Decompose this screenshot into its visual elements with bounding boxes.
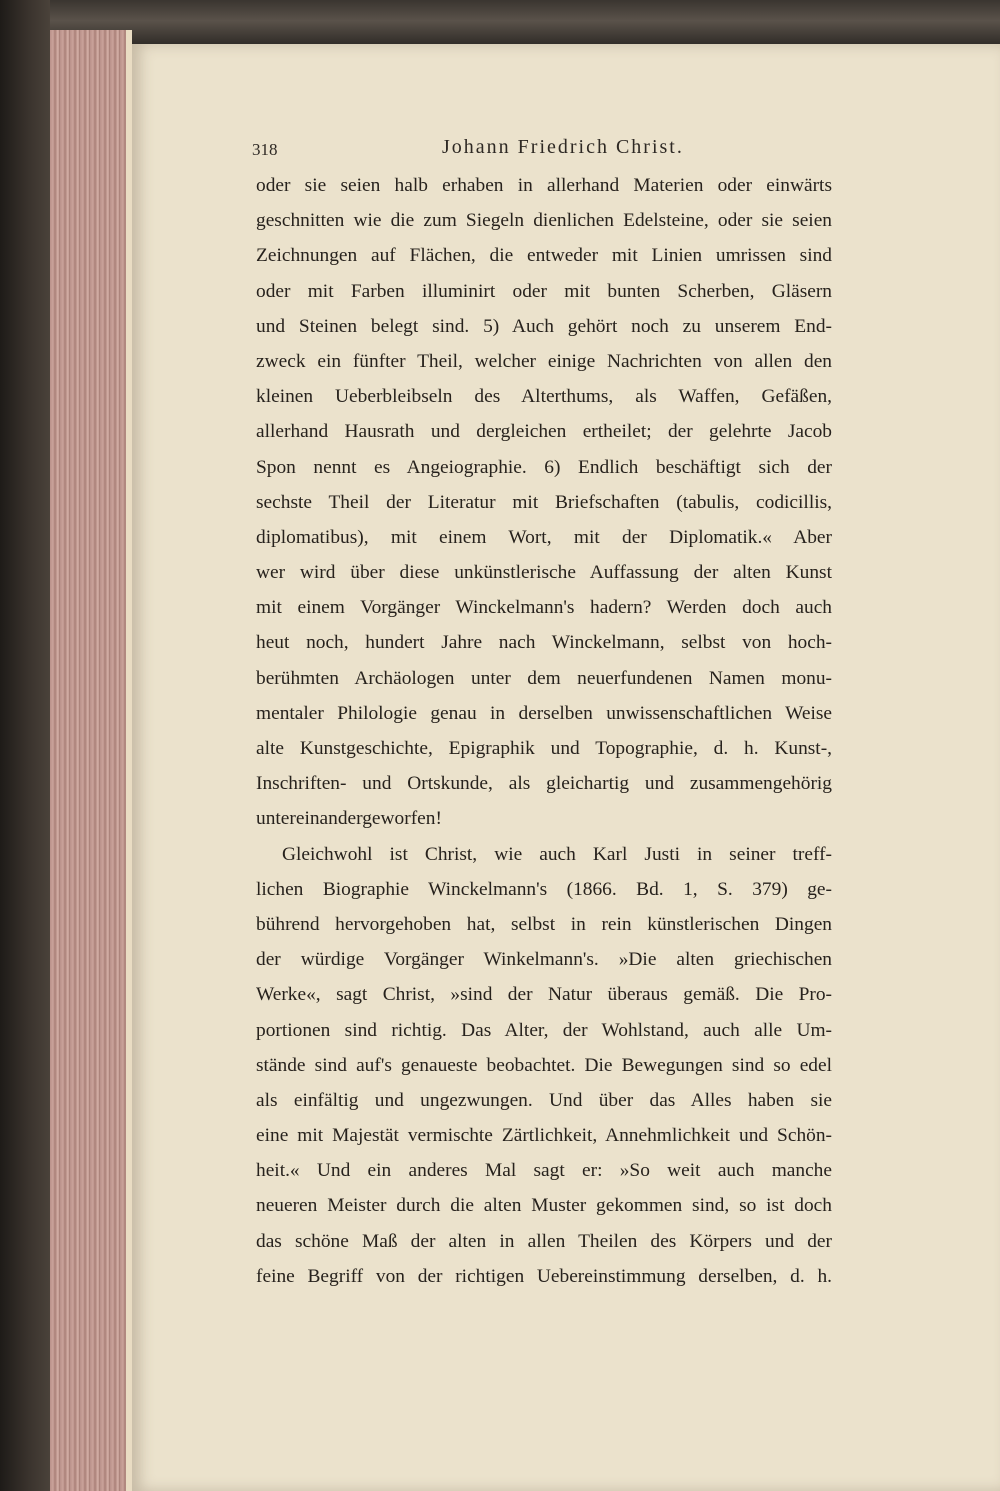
text-line: wer wird über diese unkünstlerische Auffassung der alten Kunst bbox=[256, 562, 832, 584]
page-number: 318 bbox=[252, 140, 278, 159]
text-line: und Steinen belegt sind. 5) Auch gehört noch zu unserem End- bbox=[256, 315, 832, 337]
text-line: eine mit Majestät vermischte Zärtlichkeit, Annehmlichkeit und Schön- bbox=[256, 1125, 832, 1147]
text-line: heit.« Und ein anderes Mal sagt er: »So weit auch manche bbox=[256, 1160, 832, 1182]
text-line: sechste Theil der Literatur mit Briefschaften (tabulis, codicillis, bbox=[256, 491, 832, 513]
text-line: der würdige Vorgänger Winkelmann's. »Die alten griechischen bbox=[256, 949, 832, 971]
text-line: alte Kunstgeschichte, Epigraphik und Topographie, d. h. Kunst-, bbox=[256, 738, 832, 759]
page-header bbox=[252, 136, 872, 166]
text-line: Werke«, sagt Christ, »sind der Natur überaus gemäß. Die Pro- bbox=[256, 984, 832, 1006]
page-edges bbox=[50, 30, 132, 1491]
text-line: geschnitten wie die zum Siegeln dienlichen Edelsteine, oder sie seien bbox=[256, 210, 832, 232]
text-line: portionen sind richtig. Das Alter, der Wohlstand, auch alle Um- bbox=[256, 1019, 832, 1041]
text-line: Zeichnungen auf Flächen, die entweder mit Linien umrissen sind bbox=[256, 245, 832, 267]
text-line: feine Begriff von der richtigen Uebereinstimmung derselben, d. h. bbox=[256, 1265, 832, 1287]
book-page bbox=[132, 44, 1000, 1491]
text-line: allerhand Hausrath und dergleichen ertheilet; der gelehrte Jacob bbox=[256, 421, 832, 443]
text-line: heut noch, hundert Jahre nach Winckelmann, selbst von hoch- bbox=[256, 632, 832, 654]
text-line: diplomatibus), mit einem Wort, mit der Diplomatik.« Aber bbox=[256, 526, 832, 548]
text-line: zweck ein fünfter Theil, welcher einige Nachrichten von allen den bbox=[256, 350, 832, 372]
book-cover-left bbox=[0, 0, 50, 1491]
text-line: das schöne Maß der alten in allen Theilen des Körpers und der bbox=[256, 1230, 832, 1252]
running-title: Johann Friedrich Christ. bbox=[442, 136, 684, 158]
text-line: oder mit Farben illuminirt oder mit bunten Scherben, Gläsern bbox=[256, 280, 832, 302]
text-line: berühmten Archäologen unter dem neuerfundenen Namen monu- bbox=[256, 667, 832, 689]
text-line: mit einem Vorgänger Winckelmann's hadern? Werden doch auch bbox=[256, 597, 832, 619]
text-line: oder sie seien halb erhaben in allerhand Materien oder einwärts bbox=[256, 175, 832, 196]
text-line: kleinen Ueberbleibseln des Alterthums, als Waffen, Gefäßen, bbox=[256, 386, 832, 408]
paragraph-end-line: untereinandergeworfen! bbox=[256, 808, 442, 830]
text-line: mentaler Philologie genau in derselben unwissenschaftlichen Weise bbox=[256, 702, 832, 724]
text-line: Inschriften- und Ortskunde, als gleichartig und zusammengehörig bbox=[256, 773, 832, 795]
text-line: als einfältig und ungezwungen. Und über das Alles haben sie bbox=[256, 1089, 832, 1111]
text-line: lichen Biographie Winckelmann's (1866. Bd. 1, S. 379) ge- bbox=[256, 878, 832, 900]
text-line: neueren Meister durch die alten Muster gekommen sind, so ist doch bbox=[256, 1195, 832, 1217]
page-body bbox=[256, 168, 832, 1294]
book-cover-top bbox=[0, 0, 1000, 46]
text-line: bührend hervorgehoben hat, selbst in rein künstlerischen Dingen bbox=[256, 913, 832, 935]
paragraph-start-line: Gleichwohl ist Christ, wie auch Karl Justi in seiner treff- bbox=[282, 843, 832, 865]
text-line: stände sind auf's genaueste beobachtet. Die Bewegungen sind so edel bbox=[256, 1054, 832, 1076]
text-line: Spon nennt es Angeiographie. 6) Endlich beschäftigt sich der bbox=[256, 456, 832, 478]
